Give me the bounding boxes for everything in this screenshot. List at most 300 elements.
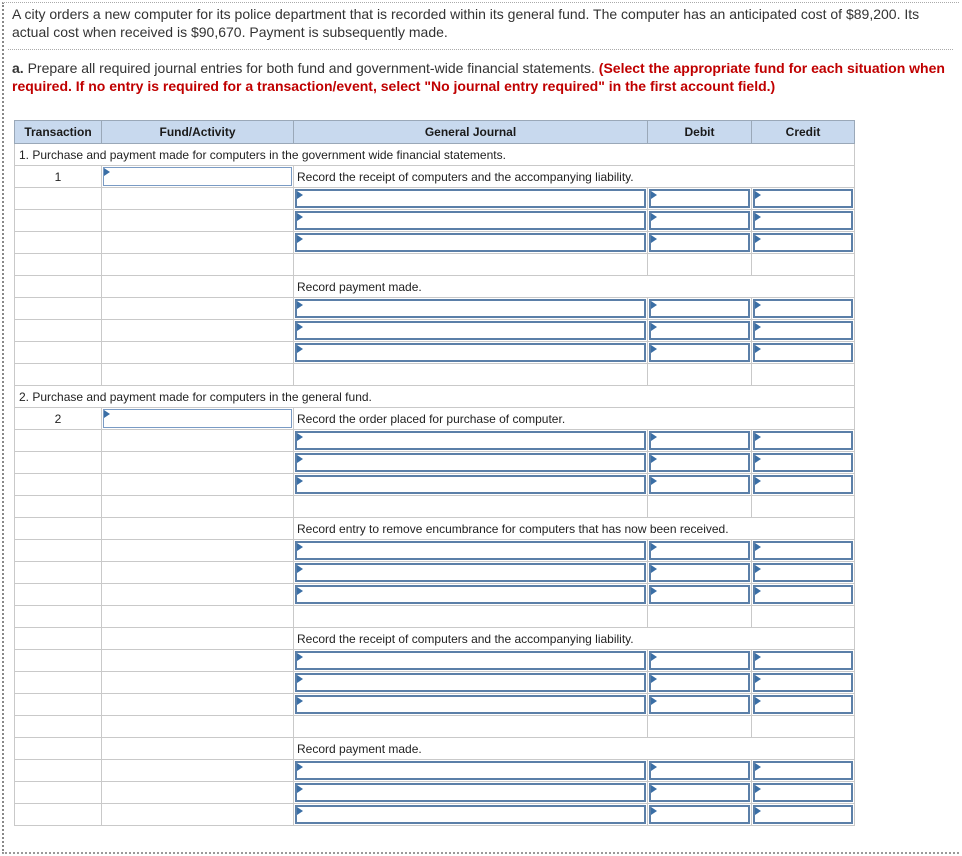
fund-cell	[102, 562, 294, 584]
account-cell[interactable]	[294, 452, 648, 474]
transaction-cell	[15, 782, 102, 804]
entry-row	[15, 342, 855, 364]
blank-row	[15, 364, 855, 386]
entry-row	[15, 474, 855, 496]
account-input[interactable]	[295, 453, 646, 472]
fund-cell	[102, 320, 294, 342]
account-cell[interactable]	[294, 562, 648, 584]
account-cell	[294, 716, 648, 738]
dropdown-marker-icon	[297, 213, 303, 221]
account-cell[interactable]	[294, 320, 648, 342]
transaction-cell	[15, 452, 102, 474]
entry-row	[15, 210, 855, 232]
entry-row	[15, 452, 855, 474]
account-cell	[294, 496, 648, 518]
account-input[interactable]	[295, 189, 646, 208]
debit-input[interactable]	[649, 761, 750, 780]
credit-input[interactable]	[753, 431, 853, 450]
transaction-cell	[15, 672, 102, 694]
credit-cell[interactable]	[752, 298, 855, 320]
account-cell[interactable]	[294, 430, 648, 452]
entry-note: Record the receipt of computers and the accompanying liability.	[297, 169, 634, 184]
debit-cell	[648, 606, 752, 628]
instruction-text: Prepare all required journal entries for both fund and government-wide financial statements.	[27, 60, 595, 76]
dropdown-marker-icon	[651, 235, 657, 243]
transaction-cell	[15, 694, 102, 716]
dropdown-marker-icon	[297, 323, 303, 331]
instructions	[12, 59, 952, 95]
transaction-cell	[15, 804, 102, 826]
transaction-cell	[15, 298, 102, 320]
note-cell	[294, 276, 855, 298]
fund-cell[interactable]	[102, 166, 294, 188]
dropdown-marker-icon	[297, 763, 303, 771]
note-cell	[294, 738, 855, 760]
fund-cell	[102, 738, 294, 760]
transaction-cell	[15, 210, 102, 232]
note-row	[15, 738, 855, 760]
credit-input[interactable]	[753, 475, 853, 494]
credit-cell[interactable]	[752, 782, 855, 804]
dropdown-marker-icon	[297, 785, 303, 793]
dropdown-marker-icon	[297, 455, 303, 463]
dropdown-marker-icon	[297, 191, 303, 199]
fund-cell	[102, 342, 294, 364]
credit-cell[interactable]	[752, 650, 855, 672]
dropdown-marker-icon	[755, 213, 761, 221]
dropdown-marker-icon	[297, 653, 303, 661]
divider	[8, 49, 953, 50]
account-input[interactable]	[295, 585, 646, 604]
dropdown-marker-icon	[651, 345, 657, 353]
credit-input[interactable]	[753, 233, 853, 252]
instruction-red-text: (Select the appropriate fund for each situation when required. If no entry is required for a transaction/event, select "No journal entry required" in the first account field.)	[12, 60, 945, 94]
blank-row	[15, 716, 855, 738]
debit-cell[interactable]	[648, 694, 752, 716]
fund-cell	[102, 716, 294, 738]
entry-note: Record entry to remove encumbrance for computers that has now been received.	[297, 521, 729, 536]
account-input[interactable]	[295, 783, 646, 802]
account-cell[interactable]	[294, 232, 648, 254]
credit-cell[interactable]	[752, 694, 855, 716]
dropdown-marker-icon	[755, 565, 761, 573]
transaction-cell	[15, 738, 102, 760]
fund-cell	[102, 628, 294, 650]
credit-input[interactable]	[753, 761, 853, 780]
entry-row	[15, 232, 855, 254]
account-input[interactable]	[295, 431, 646, 450]
note-row	[15, 166, 855, 188]
debit-input[interactable]	[649, 651, 750, 670]
problem-statement: A city orders a new computer for its police department that is recorded within its general fund. The computer has an anticipated cost of $89,200. Its actual cost when received is $90,670. Payment is subsequently made.	[12, 6, 920, 40]
debit-input[interactable]	[649, 541, 750, 560]
fund-cell	[102, 254, 294, 276]
fund-cell	[102, 474, 294, 496]
entry-row	[15, 782, 855, 804]
dropdown-marker-icon	[755, 763, 761, 771]
credit-input[interactable]	[753, 673, 853, 692]
dropdown-marker-icon	[651, 785, 657, 793]
credit-input[interactable]	[753, 299, 853, 318]
fund-cell	[102, 298, 294, 320]
credit-cell[interactable]	[752, 430, 855, 452]
dropdown-marker-icon	[297, 235, 303, 243]
entry-note: Record the receipt of computers and the accompanying liability.	[297, 631, 634, 646]
note-row	[15, 518, 855, 540]
debit-cell[interactable]	[648, 210, 752, 232]
account-cell[interactable]	[294, 474, 648, 496]
dropdown-marker-icon	[297, 345, 303, 353]
note-row	[15, 408, 855, 430]
fund-cell	[102, 584, 294, 606]
entry-row	[15, 430, 855, 452]
debit-cell[interactable]	[648, 188, 752, 210]
account-input[interactable]	[295, 343, 646, 362]
transaction-cell	[15, 518, 102, 540]
fund-cell	[102, 782, 294, 804]
fund-header: Fund/Activity	[102, 121, 294, 144]
fund-cell	[102, 188, 294, 210]
note-cell	[294, 518, 855, 540]
account-input[interactable]	[295, 299, 646, 318]
dropdown-marker-icon	[651, 477, 657, 485]
credit-cell	[752, 496, 855, 518]
entry-row	[15, 188, 855, 210]
dropdown-marker-icon	[651, 433, 657, 441]
transaction-cell	[15, 496, 102, 518]
credit-input[interactable]	[753, 343, 853, 362]
blank-row	[15, 496, 855, 518]
fund-cell	[102, 364, 294, 386]
debit-cell[interactable]	[648, 342, 752, 364]
debit-input[interactable]	[649, 673, 750, 692]
transaction-number: 1	[54, 169, 62, 184]
entry-row	[15, 298, 855, 320]
transaction-cell	[15, 540, 102, 562]
dropdown-marker-icon	[297, 543, 303, 551]
debit-cell[interactable]	[648, 562, 752, 584]
debit-cell[interactable]	[648, 540, 752, 562]
account-input[interactable]	[295, 563, 646, 582]
fund-cell	[102, 232, 294, 254]
account-input[interactable]	[295, 673, 646, 692]
fund-cell	[102, 540, 294, 562]
account-cell[interactable]	[294, 298, 648, 320]
credit-cell[interactable]	[752, 584, 855, 606]
dropdown-marker-icon	[755, 433, 761, 441]
dropdown-marker-icon	[297, 675, 303, 683]
dropdown-marker-icon	[104, 168, 110, 176]
debit-cell[interactable]	[648, 232, 752, 254]
dropdown-marker-icon	[651, 807, 657, 815]
dropdown-marker-icon	[755, 587, 761, 595]
debit-input[interactable]	[649, 321, 750, 340]
credit-input[interactable]	[753, 585, 853, 604]
table-header-row	[15, 121, 855, 144]
dropdown-marker-icon	[755, 807, 761, 815]
transaction-cell	[15, 254, 102, 276]
entry-row	[15, 760, 855, 782]
credit-cell	[752, 716, 855, 738]
transaction-cell	[15, 276, 102, 298]
account-cell[interactable]	[294, 782, 648, 804]
dropdown-marker-icon	[297, 807, 303, 815]
transaction-cell	[15, 628, 102, 650]
debit-cell	[648, 364, 752, 386]
debit-cell[interactable]	[648, 320, 752, 342]
transaction-cell	[15, 166, 102, 188]
transaction-cell	[15, 232, 102, 254]
account-input[interactable]	[295, 475, 646, 494]
credit-header: Credit	[752, 121, 855, 144]
debit-cell[interactable]	[648, 452, 752, 474]
credit-cell[interactable]	[752, 232, 855, 254]
dropdown-marker-icon	[755, 345, 761, 353]
dropdown-marker-icon	[755, 785, 761, 793]
account-input[interactable]	[295, 233, 646, 252]
fund-cell	[102, 606, 294, 628]
section-row	[15, 386, 855, 408]
debit-input[interactable]	[649, 783, 750, 802]
section-row	[15, 144, 855, 166]
credit-cell	[752, 254, 855, 276]
transaction-cell	[15, 760, 102, 782]
debit-cell[interactable]	[648, 430, 752, 452]
fund-select[interactable]	[103, 167, 292, 186]
account-input[interactable]	[295, 211, 646, 230]
dropdown-marker-icon	[297, 697, 303, 705]
dropdown-marker-icon	[651, 697, 657, 705]
credit-cell[interactable]	[752, 672, 855, 694]
dropdown-marker-icon	[651, 323, 657, 331]
section-title: 1. Purchase and payment made for computers in the government wide financial statements.	[15, 144, 855, 166]
fund-cell	[102, 760, 294, 782]
transaction-cell	[15, 606, 102, 628]
account-cell[interactable]	[294, 650, 648, 672]
entry-row	[15, 562, 855, 584]
dropdown-marker-icon	[755, 477, 761, 485]
fund-select[interactable]	[103, 409, 292, 428]
transaction-cell	[15, 342, 102, 364]
debit-input[interactable]	[649, 299, 750, 318]
credit-cell	[752, 606, 855, 628]
entry-row	[15, 650, 855, 672]
credit-input[interactable]	[753, 651, 853, 670]
debit-input[interactable]	[649, 585, 750, 604]
debit-cell[interactable]	[648, 782, 752, 804]
entry-row	[15, 694, 855, 716]
credit-cell	[752, 364, 855, 386]
debit-cell[interactable]	[648, 760, 752, 782]
credit-cell[interactable]	[752, 562, 855, 584]
credit-input[interactable]	[753, 783, 853, 802]
account-cell[interactable]	[294, 188, 648, 210]
transaction-header: Transaction	[15, 121, 102, 144]
account-input[interactable]	[295, 805, 646, 824]
debit-cell	[648, 716, 752, 738]
dropdown-marker-icon	[651, 565, 657, 573]
dropdown-marker-icon	[297, 587, 303, 595]
debit-input[interactable]	[649, 431, 750, 450]
dropdown-marker-icon	[651, 763, 657, 771]
transaction-cell	[15, 430, 102, 452]
debit-cell[interactable]	[648, 804, 752, 826]
dropdown-marker-icon	[755, 191, 761, 199]
dropdown-marker-icon	[755, 323, 761, 331]
fund-cell	[102, 496, 294, 518]
entry-note: Record payment made.	[297, 279, 422, 294]
account-cell	[294, 364, 648, 386]
debit-cell	[648, 496, 752, 518]
account-cell[interactable]	[294, 210, 648, 232]
credit-cell[interactable]	[752, 474, 855, 496]
journal-header: General Journal	[294, 121, 648, 144]
debit-input[interactable]	[649, 211, 750, 230]
transaction-cell	[15, 584, 102, 606]
note-cell	[294, 628, 855, 650]
account-cell[interactable]	[294, 342, 648, 364]
transaction-cell	[15, 716, 102, 738]
credit-cell[interactable]	[752, 452, 855, 474]
entry-row	[15, 320, 855, 342]
entry-row	[15, 804, 855, 826]
fund-cell	[102, 518, 294, 540]
transaction-cell	[15, 320, 102, 342]
credit-cell[interactable]	[752, 188, 855, 210]
entry-row	[15, 540, 855, 562]
transaction-number: 2	[54, 411, 62, 426]
fund-cell	[102, 430, 294, 452]
debit-input[interactable]	[649, 563, 750, 582]
account-cell[interactable]	[294, 694, 648, 716]
fund-cell	[102, 804, 294, 826]
entry-note: Record payment made.	[297, 741, 422, 756]
dropdown-marker-icon	[651, 653, 657, 661]
dropdown-marker-icon	[755, 543, 761, 551]
debit-cell[interactable]	[648, 474, 752, 496]
dropdown-marker-icon	[651, 543, 657, 551]
account-cell[interactable]	[294, 760, 648, 782]
dropdown-marker-icon	[755, 697, 761, 705]
note-cell	[294, 166, 855, 188]
account-cell[interactable]	[294, 540, 648, 562]
entry-note: Record the order placed for purchase of computer.	[297, 411, 566, 426]
transaction-cell	[15, 364, 102, 386]
note-row	[15, 628, 855, 650]
dropdown-marker-icon	[297, 301, 303, 309]
credit-cell[interactable]	[752, 342, 855, 364]
dropdown-marker-icon	[651, 455, 657, 463]
credit-input[interactable]	[753, 453, 853, 472]
account-cell	[294, 606, 648, 628]
debit-cell[interactable]	[648, 298, 752, 320]
credit-cell[interactable]	[752, 760, 855, 782]
debit-cell[interactable]	[648, 584, 752, 606]
dropdown-marker-icon	[297, 565, 303, 573]
entry-row	[15, 672, 855, 694]
note-cell	[294, 408, 855, 430]
entry-row	[15, 584, 855, 606]
debit-input[interactable]	[649, 805, 750, 824]
credit-input[interactable]	[753, 805, 853, 824]
blank-row	[15, 606, 855, 628]
transaction-cell	[15, 474, 102, 496]
credit-cell[interactable]	[752, 540, 855, 562]
credit-cell[interactable]	[752, 320, 855, 342]
dropdown-marker-icon	[651, 587, 657, 595]
credit-input[interactable]	[753, 321, 853, 340]
dropdown-marker-icon	[755, 235, 761, 243]
credit-input[interactable]	[753, 563, 853, 582]
credit-cell[interactable]	[752, 804, 855, 826]
dropdown-marker-icon	[651, 675, 657, 683]
dropdown-marker-icon	[755, 653, 761, 661]
fund-cell[interactable]	[102, 408, 294, 430]
debit-input[interactable]	[649, 453, 750, 472]
transaction-cell	[15, 562, 102, 584]
debit-input[interactable]	[649, 695, 750, 714]
part-label: a.	[12, 60, 24, 76]
credit-input[interactable]	[753, 695, 853, 714]
fund-cell	[102, 210, 294, 232]
account-input[interactable]	[295, 651, 646, 670]
debit-cell[interactable]	[648, 672, 752, 694]
debit-header: Debit	[648, 121, 752, 144]
account-cell[interactable]	[294, 804, 648, 826]
fund-cell	[102, 276, 294, 298]
account-cell	[294, 254, 648, 276]
account-input[interactable]	[295, 761, 646, 780]
dropdown-marker-icon	[755, 301, 761, 309]
debit-input[interactable]	[649, 343, 750, 362]
fund-cell	[102, 452, 294, 474]
debit-input[interactable]	[649, 189, 750, 208]
account-input[interactable]	[295, 695, 646, 714]
account-cell[interactable]	[294, 672, 648, 694]
account-cell[interactable]	[294, 584, 648, 606]
credit-input[interactable]	[753, 541, 853, 560]
credit-input[interactable]	[753, 211, 853, 230]
dropdown-marker-icon	[297, 433, 303, 441]
fund-cell	[102, 672, 294, 694]
debit-cell	[648, 254, 752, 276]
transaction-cell	[15, 188, 102, 210]
dropdown-marker-icon	[651, 191, 657, 199]
note-row	[15, 276, 855, 298]
credit-cell[interactable]	[752, 210, 855, 232]
credit-input[interactable]	[753, 189, 853, 208]
transaction-cell	[15, 650, 102, 672]
dropdown-marker-icon	[651, 213, 657, 221]
transaction-cell	[15, 408, 102, 430]
dropdown-marker-icon	[297, 477, 303, 485]
journal-table-body	[15, 144, 855, 826]
debit-cell[interactable]	[648, 650, 752, 672]
journal-table	[14, 120, 855, 826]
dropdown-marker-icon	[755, 455, 761, 463]
account-input[interactable]	[295, 541, 646, 560]
blank-row	[15, 254, 855, 276]
fund-cell	[102, 694, 294, 716]
fund-cell	[102, 650, 294, 672]
debit-input[interactable]	[649, 475, 750, 494]
debit-input[interactable]	[649, 233, 750, 252]
dropdown-marker-icon	[104, 410, 110, 418]
account-input[interactable]	[295, 321, 646, 340]
dropdown-marker-icon	[755, 675, 761, 683]
section-title: 2. Purchase and payment made for computers in the general fund.	[15, 386, 855, 408]
dropdown-marker-icon	[651, 301, 657, 309]
